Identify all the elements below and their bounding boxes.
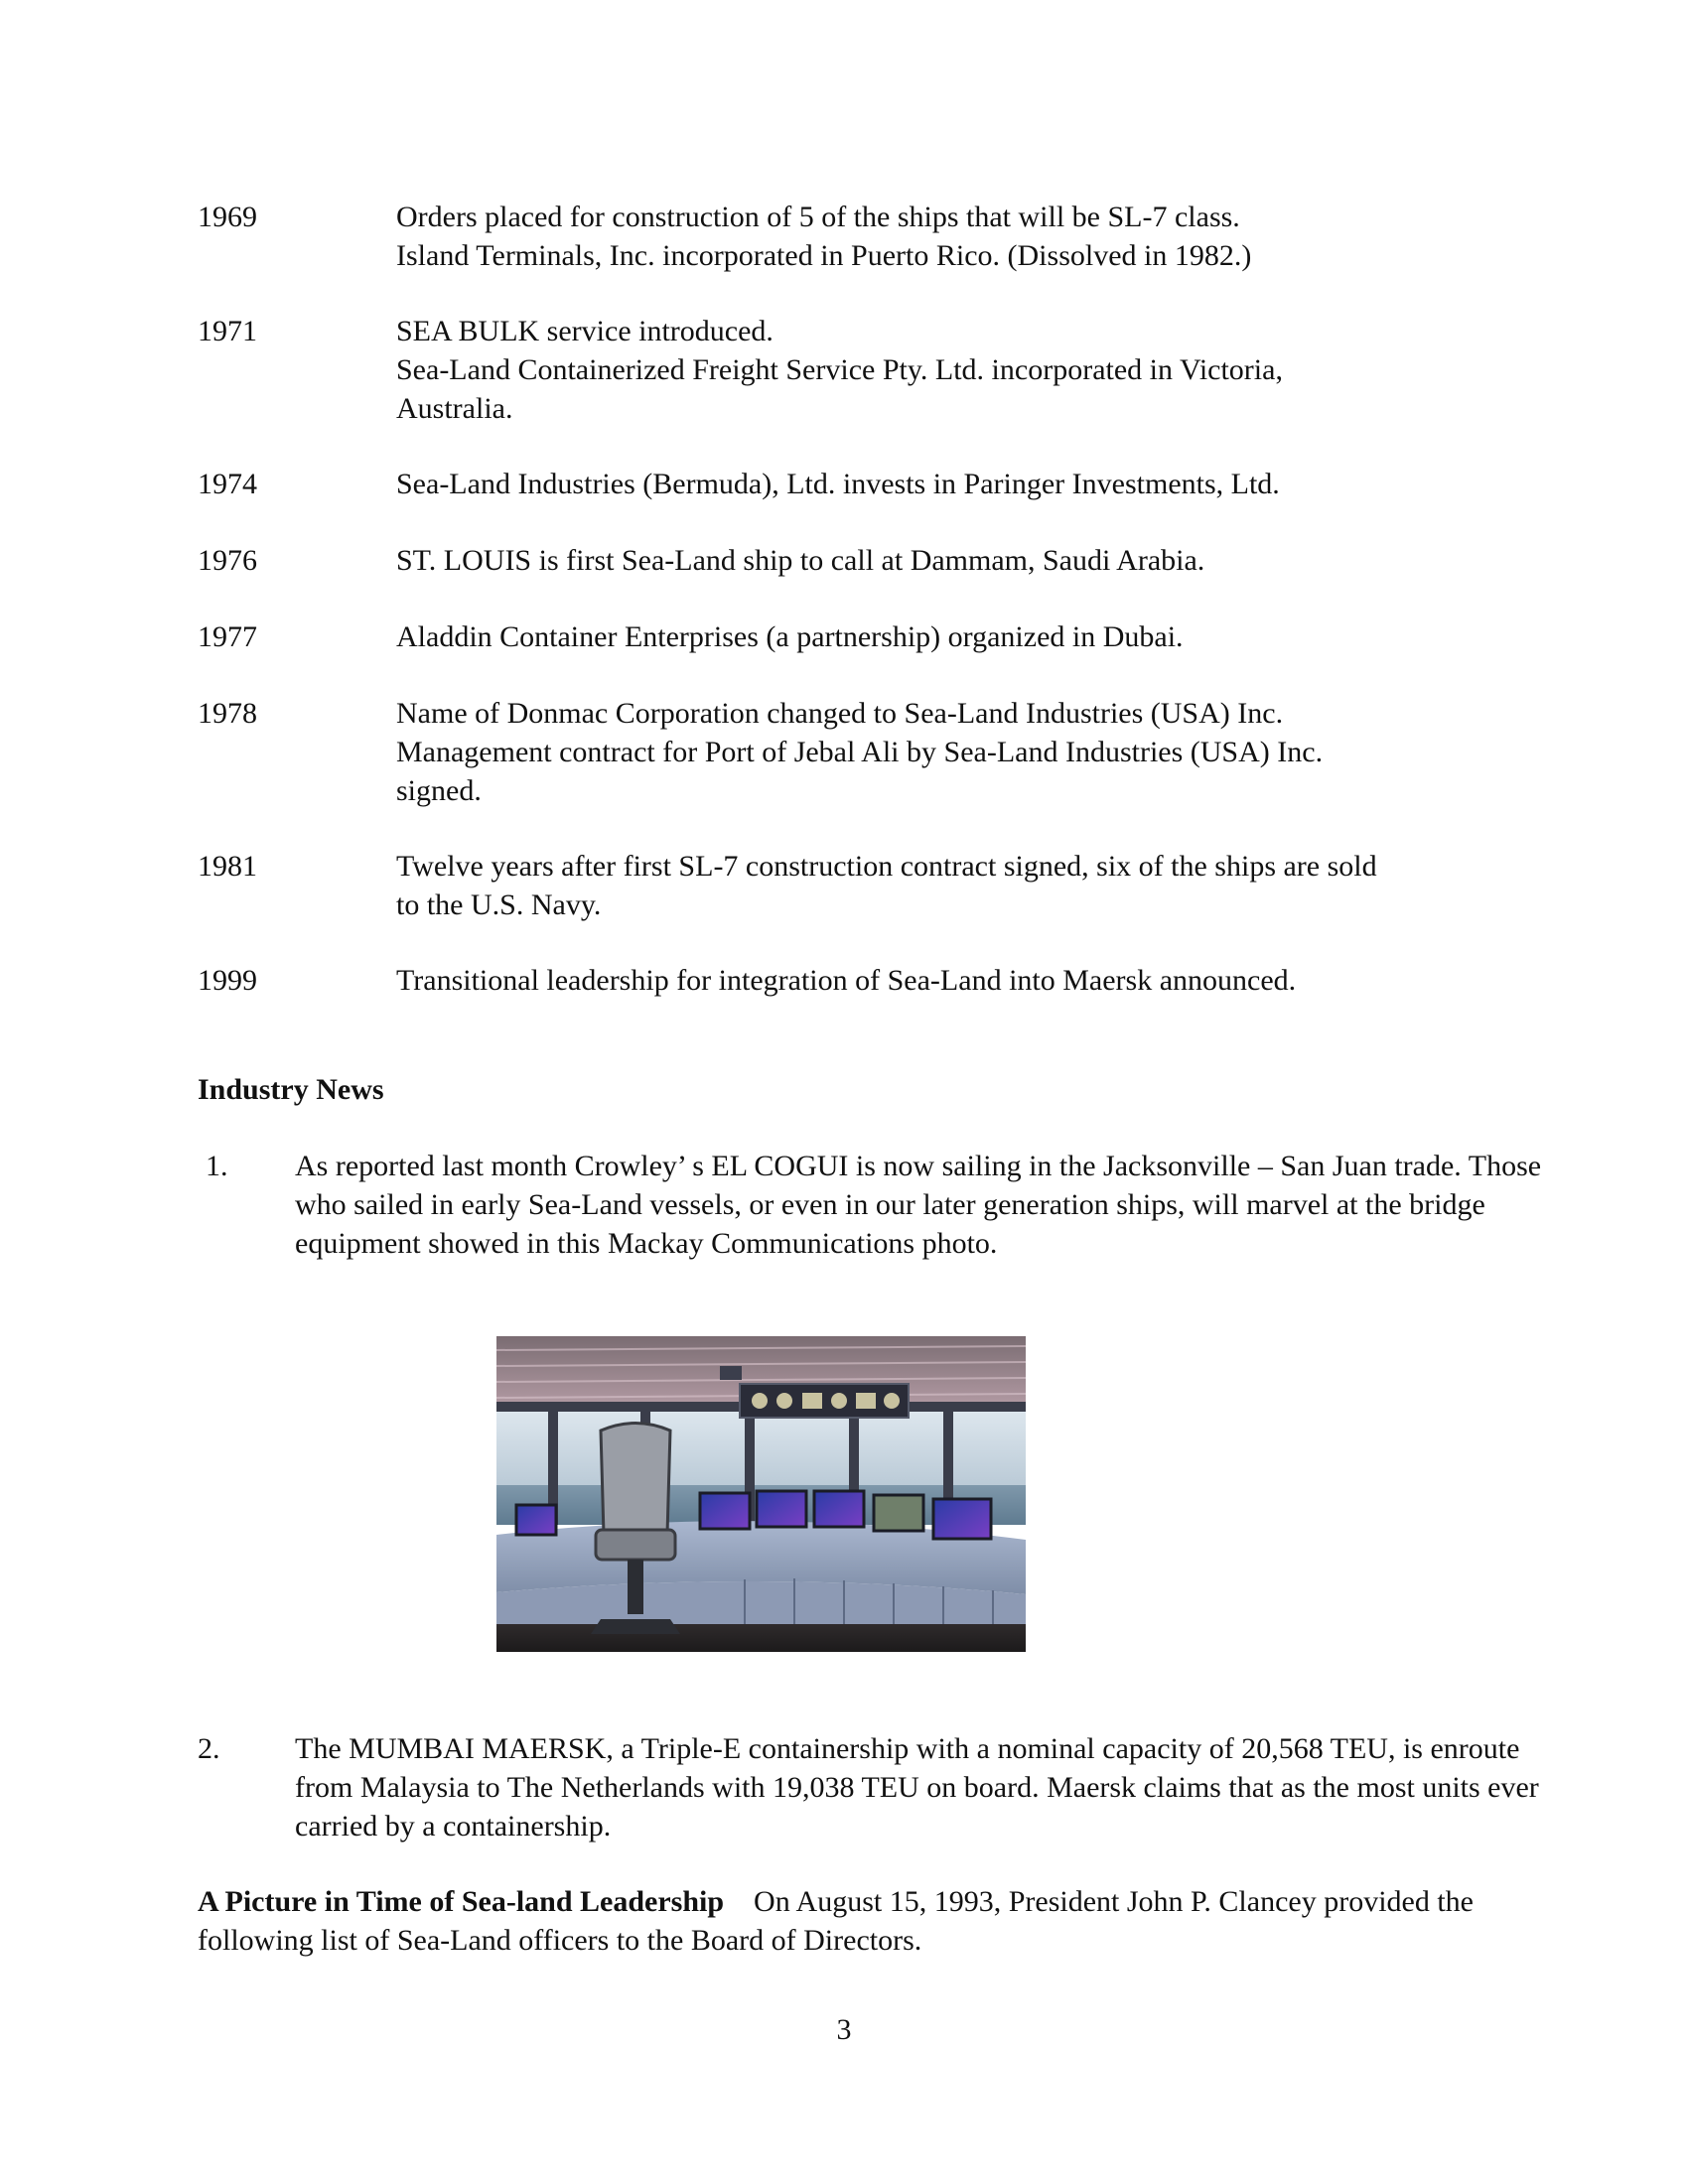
industry-news-heading: Industry News <box>198 1073 384 1106</box>
timeline-entry-1999 <box>198 961 1508 1000</box>
timeline-year: 1977 <box>198 620 257 653</box>
timeline-line: Sea-Land Industries (Bermuda), Ltd. invests in Paringer Investments, Ltd. <box>396 468 1280 500</box>
leadership-paragraph <box>198 1882 1508 1960</box>
timeline-line: Transitional leadership for integration of Sea-Land into Maersk announced. <box>396 964 1297 997</box>
timeline-entry-1969 <box>198 198 1508 274</box>
timeline-line: Aladdin Container Enterprises (a partnership) organized in Dubai. <box>396 620 1184 653</box>
timeline-text <box>396 617 1508 656</box>
news-item-1 <box>198 1147 1548 1305</box>
timeline-entry-1971 <box>198 312 1508 427</box>
timeline-line: Island Terminals, Inc. incorporated in Puerto Rico. (Dissolved in 1982.) <box>396 239 1252 272</box>
timeline-line: Twelve years after first SL-7 construction contract signed, six of the ships are sold <box>396 850 1377 883</box>
news-item-text: The MUMBAI MAERSK, a Triple-E containership with a nominal capacity of 20,568 TEU, is enroute from Malaysia to The Netherlands with 19,038 TEU on board. Maersk claims that as the most units ever carried by a containership. <box>295 1732 1539 1843</box>
news-item-2 <box>198 1729 1548 1848</box>
timeline-line: SEA BULK service introduced. <box>396 315 774 347</box>
timeline-text <box>396 198 1508 275</box>
timeline-entry-1976 <box>198 541 1508 580</box>
timeline-text <box>396 847 1508 924</box>
leadership-title: A Picture in Time of Sea-land Leadership <box>198 1885 725 1918</box>
timeline-entry-1978 <box>198 694 1508 809</box>
timeline-line: Name of Donmac Corporation changed to Sea-Land Industries (USA) Inc. <box>396 697 1284 730</box>
timeline <box>198 198 1508 1000</box>
timeline-entry-1981 <box>198 847 1508 923</box>
timeline-line: to the U.S. Navy. <box>396 888 602 921</box>
timeline-year: 1971 <box>198 315 257 347</box>
timeline-year: 1981 <box>198 850 257 883</box>
ship-bridge-photo <box>496 1336 1026 1652</box>
timeline-year: 1974 <box>198 468 257 500</box>
leadership-text: On August 15, 1993, President John P. Clancey provided the following list of Sea-Land officers to the Board of Directors. <box>198 1885 1474 1957</box>
timeline-text <box>396 961 1508 1000</box>
timeline-line: Sea-Land Containerized Freight Service Pty. Ltd. incorporated in Victoria, <box>396 353 1283 386</box>
timeline-line: signed. <box>396 774 482 807</box>
news-item-text: As reported last month Crowley’ s EL COGUI is now sailing in the Jacksonville – San Juan trade. Those who sailed in early Sea-Land vessels, or even in our later generation ships, will marvel at the bridge equipment showed in this Mackay Communications photo. <box>295 1150 1542 1260</box>
timeline-year: 1976 <box>198 544 257 577</box>
timeline-line: Management contract for Port of Jebal Ali by Sea-Land Industries (USA) Inc. <box>396 736 1324 768</box>
page-number: 3 <box>836 2013 852 2046</box>
news-item-number: 2. <box>198 1732 220 1765</box>
timeline-text <box>396 541 1508 580</box>
timeline-year: 1969 <box>198 201 257 233</box>
timeline-text <box>396 312 1508 428</box>
timeline-line: Orders placed for construction of 5 of the ships that will be SL-7 class. <box>396 201 1240 233</box>
timeline-entry-1977 <box>198 617 1508 656</box>
timeline-text <box>396 694 1508 810</box>
timeline-year: 1978 <box>198 697 257 730</box>
news-item-number: 1. <box>206 1150 228 1182</box>
timeline-year: 1999 <box>198 964 257 997</box>
timeline-text <box>396 465 1508 503</box>
timeline-line: Australia. <box>396 392 513 425</box>
timeline-line: ST. LOUIS is first Sea-Land ship to call at Dammam, Saudi Arabia. <box>396 544 1205 577</box>
timeline-entry-1974 <box>198 465 1508 503</box>
